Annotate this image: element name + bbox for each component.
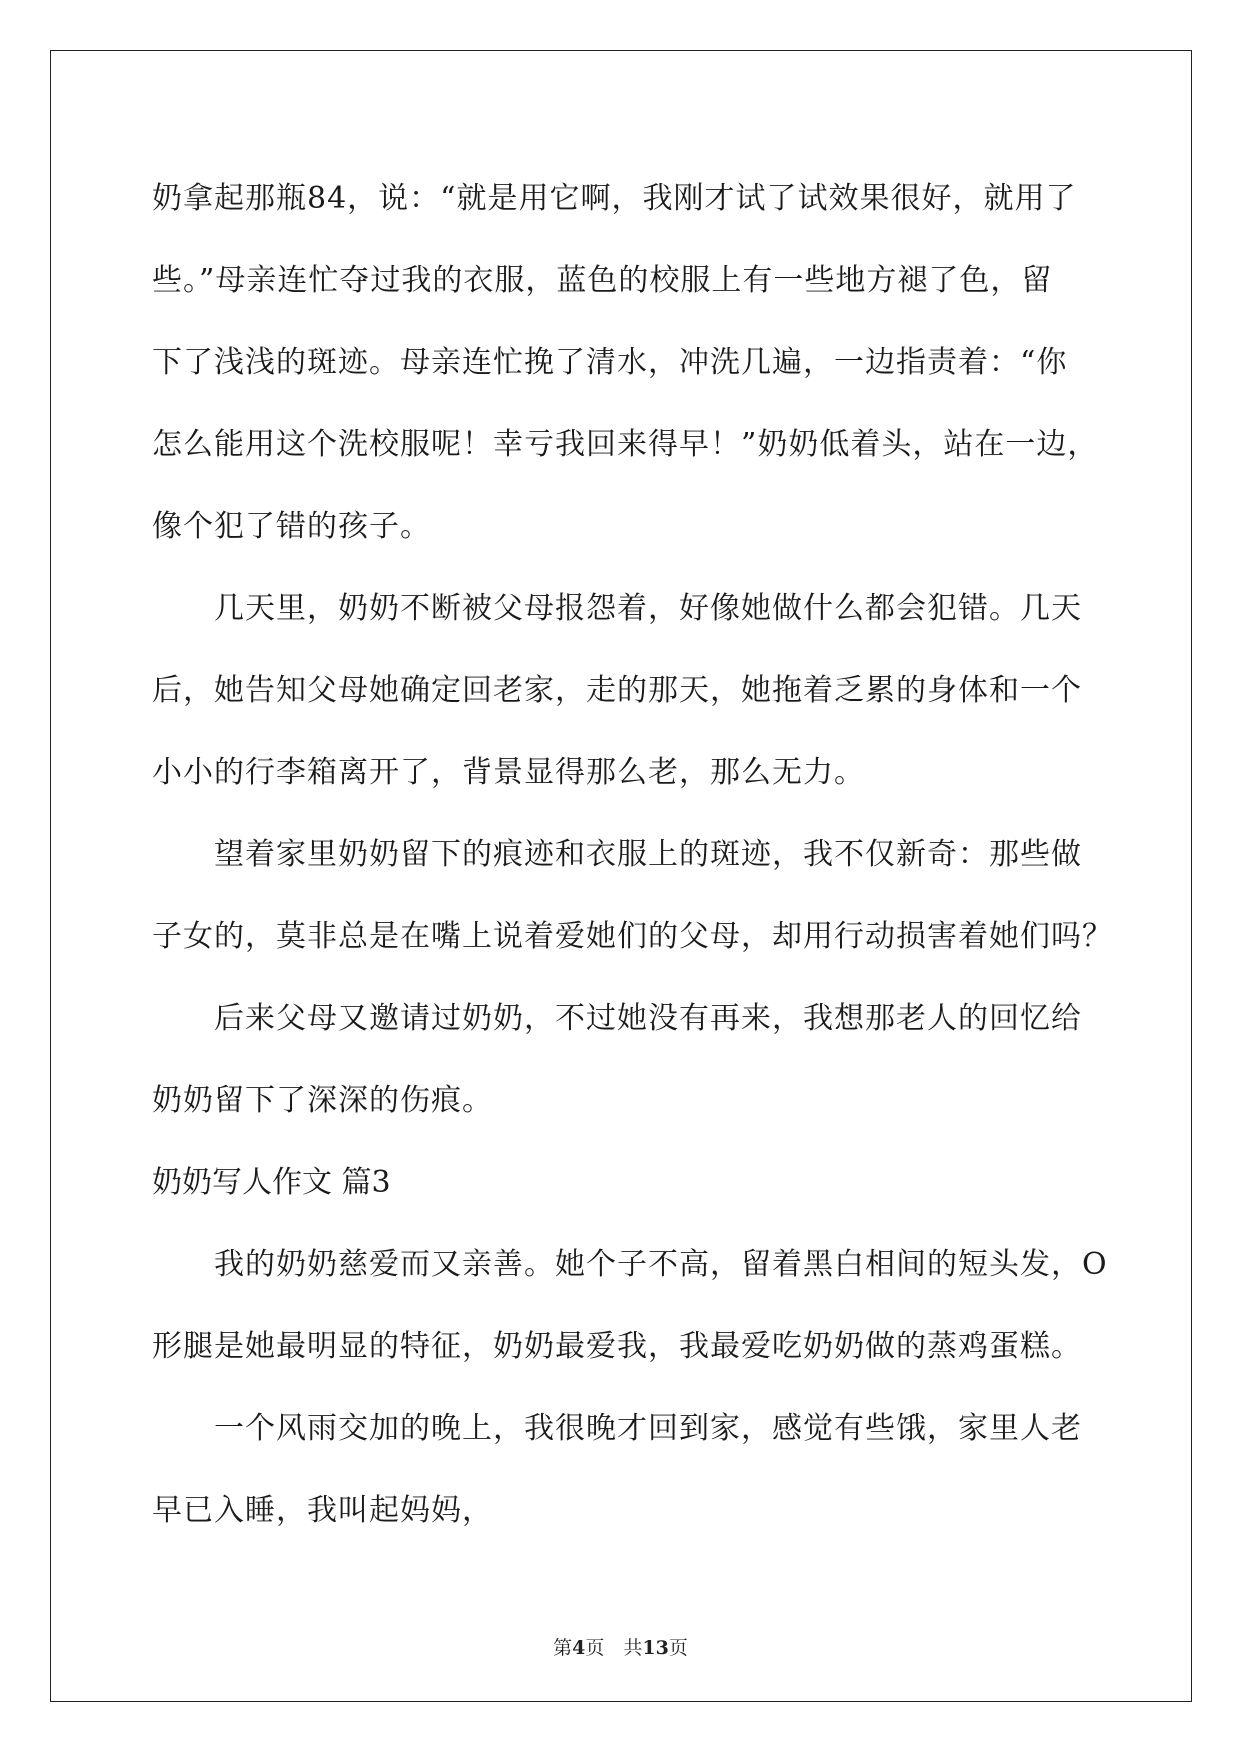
text-line: 一个风雨交加的晚上，我很晚才回到家，感觉有些饿，家里人老 <box>214 1411 1082 1446</box>
text-line: 后来父母又邀请过奶奶，不过她没有再来，我想那老人的回忆给 <box>214 1001 1082 1036</box>
text-line: 小小的行李箱离开了，背景显得那么老，那么无力。 <box>152 755 865 790</box>
current-page-number: 4 <box>572 1637 586 1659</box>
text-line: 后，她告知父母她确定回老家，走的那天，她拖着乏累的身体和一个 <box>152 673 1082 708</box>
text-line: 奶奶留下了深深的伤痕。 <box>152 1083 493 1118</box>
text-line: 些。”母亲连忙夺过我的衣服，蓝色的校服上有一些地方褪了色，留 <box>152 263 1053 298</box>
document-body <box>152 158 1113 1552</box>
page-footer <box>0 1633 1241 1660</box>
footer-middle: 页 共 <box>585 1637 643 1659</box>
text-line: 子女的，莫非总是在嘴上说着爱她们的父母，却用行动损害着她们吗？ <box>152 919 1113 954</box>
section-heading: 奶奶写人作文 篇3 <box>152 1165 391 1200</box>
text-line: 下了浅浅的斑迹。母亲连忙挽了清水，冲洗几遍，一边指责着：“你 <box>152 345 1068 380</box>
text-line: 形腿是她最明显的特征，奶奶最爱我，我最爱吃奶奶做的蒸鸡蛋糕。 <box>152 1329 1082 1364</box>
footer-suffix: 页 <box>668 1637 688 1659</box>
text-line: 我的奶奶慈爱而又亲善。她个子不高，留着黑白相间的短头发，O <box>214 1247 1108 1282</box>
text-line: 奶拿起那瓶84，说：“就是用它啊，我刚才试了试效果很好，就用了 <box>152 181 1077 216</box>
text-line: 几天里，奶奶不断被父母报怨着，好像她做什么都会犯错。几天 <box>214 591 1082 626</box>
text-line: 怎么能用这个洗校服呢！幸亏我回来得早！”奶奶低着头，站在一边， <box>152 427 1099 462</box>
text-line: 望着家里奶奶留下的痕迹和衣服上的斑迹，我不仅新奇：那些做 <box>214 837 1082 872</box>
text-line: 早已入睡，我叫起妈妈， <box>152 1493 493 1528</box>
text-line: 像个犯了错的孩子。 <box>152 509 431 544</box>
total-page-count: 13 <box>642 1637 669 1659</box>
footer-prefix: 第 <box>553 1637 573 1659</box>
